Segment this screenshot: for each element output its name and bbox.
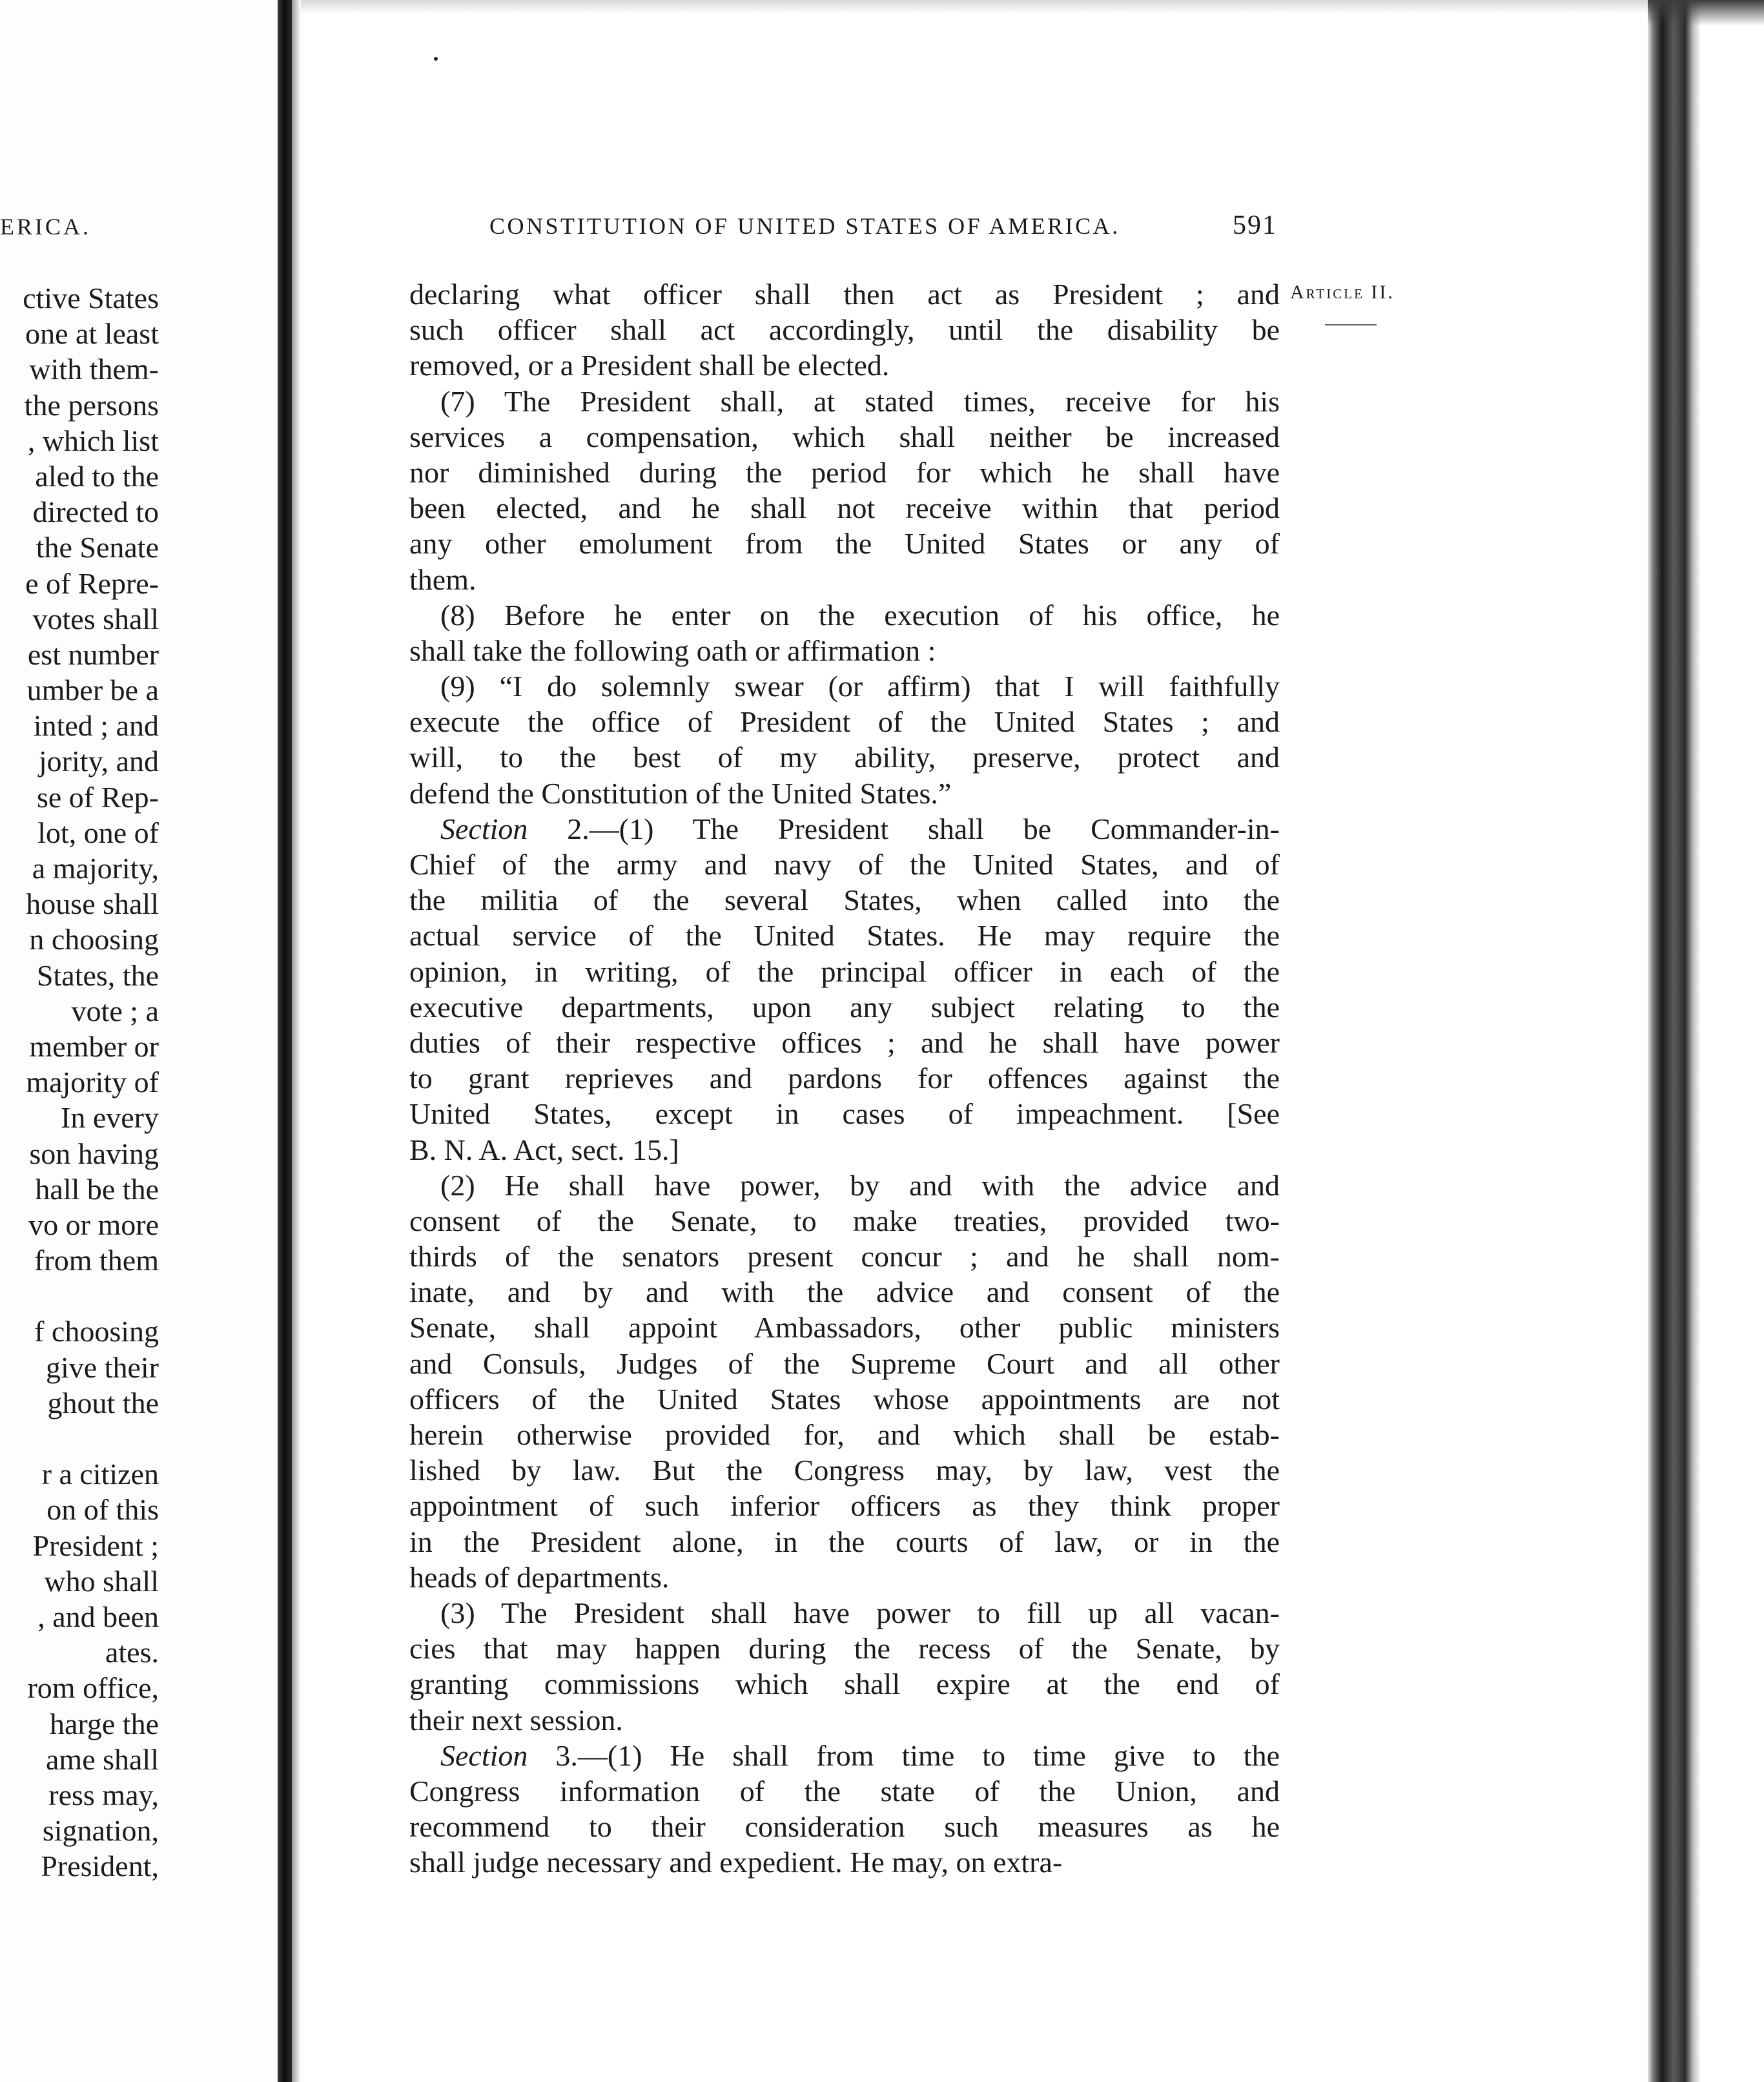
margin-note-rule (1325, 324, 1377, 325)
body-line: shall judge necessary and expedient. He may, on extra- (409, 1846, 1063, 1879)
body-line: services a compensation, which shall neither be increased (409, 420, 1280, 453)
facing-page-line: on of this (46, 1493, 159, 1527)
body-line: (7) The President shall, at stated times, receive for his (440, 384, 1280, 418)
body-line: inate, and by and with the advice and consent of the (409, 1275, 1280, 1309)
facing-page-line: In every (61, 1101, 159, 1135)
body-line: to grant reprieves and pardons for offences against the (409, 1062, 1280, 1095)
facing-page-line: the Senate (36, 531, 159, 564)
body-line: heads of departments. (409, 1560, 670, 1594)
body-line: cies that may happen during the recess of the Senate, by (409, 1632, 1280, 1665)
body-line: appointment of such inferior officers as they think proper (409, 1489, 1280, 1523)
body-line: execute the office of President of the United States ; and (409, 705, 1280, 739)
body-line: opinion, in writing, of the principal officer in each of the (409, 954, 1280, 988)
facing-page-line: vo or more (28, 1208, 159, 1241)
body-line: shall take the following oath or affirmation : (409, 634, 936, 667)
facing-page-line: hall be the (35, 1172, 159, 1206)
facing-page-line: with them- (29, 353, 159, 386)
facing-page-line: States, the (36, 958, 159, 992)
facing-page-line: ctive States (23, 282, 159, 314)
facing-page-line: r a citizen (41, 1458, 159, 1491)
facing-page-line: lot, one of (37, 816, 159, 849)
facing-page-line: , and been (37, 1600, 159, 1633)
body-line: in the President alone, in the courts of law, or in the (409, 1525, 1280, 1558)
facing-page-line: member or (29, 1029, 159, 1063)
body-line: consent of the Senate, to make treaties, provided two- (409, 1204, 1280, 1237)
gutter-shadow (292, 0, 301, 2082)
facing-page-line: umber be a (26, 674, 159, 707)
body-line (409, 811, 1280, 847)
body-line: and Consuls, Judges of the Supreme Court and all other (409, 1346, 1280, 1380)
body-line: (2) He shall have power, by and with the advice and (440, 1168, 1280, 1202)
facing-page-line: e of Repre- (25, 566, 159, 600)
body-line: the militia of the several States, when called into the (409, 883, 1280, 917)
body-line: actual service of the United States. He may require the (409, 919, 1280, 953)
body-line: B. N. A. Act, sect. 15.] (409, 1133, 679, 1166)
facing-page-line: vote ; a (71, 994, 159, 1027)
body-line: removed, or a President shall be elected. (409, 349, 890, 382)
facing-page-line: President, (41, 1850, 159, 1883)
facing-page-line: harge the (49, 1707, 159, 1740)
section-label: Section (440, 1738, 556, 1772)
body-line: duties of their respective offices ; and he shall have power (409, 1026, 1280, 1059)
body-line: (8) Before he enter on the execution of his office, he (440, 598, 1280, 632)
body-line: Chief of the army and navy of the United States, and of (409, 848, 1280, 881)
body-line: declaring what officer shall then act as President ; and (409, 278, 1280, 311)
body-line: defend the Constitution of the United States.” (409, 776, 952, 810)
body-line: their next session. (409, 1703, 623, 1737)
facing-page-line: son having (29, 1137, 159, 1170)
facing-page-line: house shall (26, 887, 159, 921)
facing-page-text (0, 280, 159, 1884)
section-label: Section (440, 812, 568, 845)
facing-page-line: aled to the (35, 459, 159, 493)
facing-page-line: inted ; and (33, 709, 159, 743)
body-line: granting commissions which shall expire at the end of (409, 1667, 1280, 1701)
facing-page-line: ghout the (47, 1386, 159, 1419)
page-top-shadow (301, 0, 1650, 14)
body-line: nor diminished during the period for which he shall have (409, 455, 1280, 489)
body-line: such officer shall act accordingly, until the disability be (409, 313, 1280, 347)
facing-page-line (0, 1421, 159, 1456)
facing-page-line: ress may, (48, 1778, 159, 1811)
facing-page-line: jority, and (38, 745, 159, 778)
facing-page-line: ates. (105, 1636, 159, 1669)
facing-page-line: directed to (32, 495, 159, 529)
body-line: them. (409, 562, 477, 596)
facing-page-line: one at least (25, 317, 159, 351)
page-number: 591 (1233, 211, 1277, 240)
body-line: Senate, shall appoint Ambassadors, other public ministers (409, 1311, 1280, 1345)
body-line: Congress information of the state of the Union, and (409, 1774, 1280, 1808)
body-text (409, 276, 1280, 1880)
body-line: herein otherwise provided for, and which shall be estab- (409, 1418, 1280, 1451)
body-line: United States, except in cases of impeachment. [See (409, 1097, 1280, 1131)
book-gutter (278, 0, 292, 2082)
body-line: (3) The President shall have power to fill up all vacan- (440, 1596, 1280, 1629)
body-line: any other emolument from the United States or any of (409, 527, 1280, 561)
facing-page-line (0, 1278, 159, 1314)
running-title: CONSTITUTION OF UNITED STATES OF AMERICA. (489, 213, 1120, 239)
facing-page-line: rom office, (27, 1671, 159, 1705)
scan-speck (434, 57, 438, 61)
facing-page-line: votes shall (32, 602, 159, 635)
facing-page-line: a majority, (32, 852, 159, 885)
facing-page-line: majority of (26, 1066, 159, 1099)
facing-page-line: , which list (27, 424, 159, 457)
body-line: recommend to their consideration such measures as he (409, 1810, 1280, 1844)
running-head (489, 210, 1277, 241)
body-line: lished by law. But the Congress may, by law, vest the (409, 1454, 1280, 1487)
facing-page-fragment (0, 0, 165, 2082)
body-line (409, 1738, 1280, 1773)
body-line: been elected, and he shall not receive within that period (409, 491, 1280, 525)
body-line: will, to the best of my ability, preserve, protect and (409, 741, 1280, 774)
facing-page-line: ame shall (46, 1742, 159, 1776)
facing-page-line: President ; (32, 1529, 159, 1562)
facing-page-line: the persons (24, 388, 159, 422)
body-line: thirds of the senators present concur ; and he shall nom- (409, 1240, 1280, 1273)
page-edge-right (1648, 0, 1764, 2082)
body-line-text: 2.—(1) The President shall be Commander-in- (567, 812, 1280, 845)
facing-page-line: est number (27, 637, 159, 671)
facing-page-line: f choosing (34, 1315, 159, 1348)
body-line: (9) “I do solemnly swear (or affirm) that I will faithfully (440, 670, 1280, 703)
facing-page-line: from them (34, 1244, 159, 1277)
body-line: officers of the United States whose appointments are not (409, 1382, 1280, 1416)
facing-page-line: signation, (42, 1814, 159, 1848)
body-line: executive departments, upon any subject relating to the (409, 990, 1280, 1024)
facing-page-header: ERICA. (0, 214, 91, 240)
margin-note-article: Article II. (1290, 282, 1395, 303)
facing-page-line: who shall (44, 1564, 159, 1598)
body-line-text: 3.—(1) He shall from time to time give to the (555, 1738, 1280, 1772)
facing-page-line: give their (46, 1350, 159, 1384)
facing-page-line: se of Rep- (36, 780, 159, 814)
facing-page-line: n choosing (29, 923, 159, 956)
